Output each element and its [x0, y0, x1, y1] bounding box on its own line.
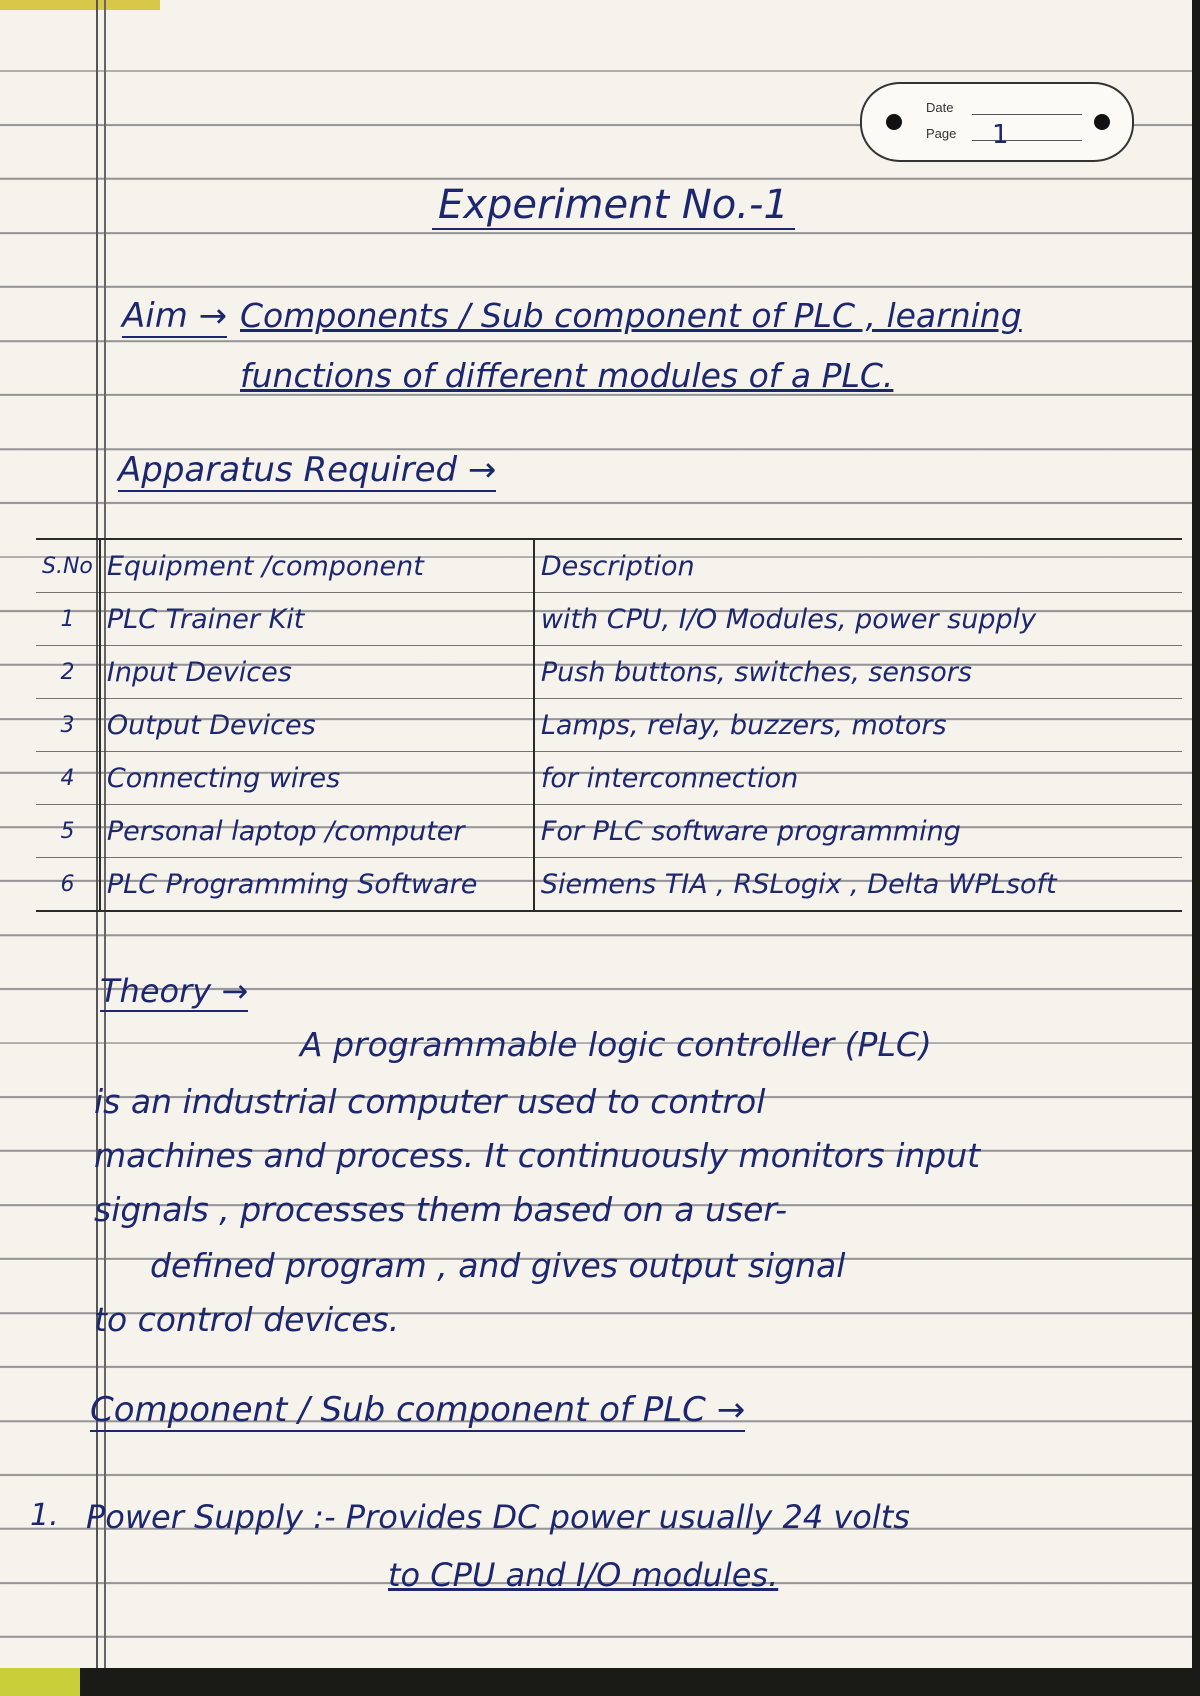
row-item: PLC Programming Software — [100, 858, 534, 912]
theory-line: signals , processes them based on a user- — [94, 1190, 788, 1229]
power-supply-line-2: to CPU and I/O modules. — [388, 1556, 779, 1594]
row-sno: 5 — [36, 805, 100, 858]
table-header-row — [36, 539, 1182, 593]
apparatus-heading: Apparatus Required → — [118, 450, 497, 490]
page-label: Page — [926, 126, 957, 141]
table-row — [36, 858, 1182, 912]
component-number: 1. — [30, 1498, 59, 1533]
header-description: Description — [534, 539, 1182, 593]
row-item: Personal laptop /computer — [100, 805, 534, 858]
theory-line: machines and process. It continuously monitors input — [94, 1136, 981, 1175]
ornament-dot-icon — [1094, 114, 1110, 130]
theory-line: defined program , and gives output signal — [150, 1246, 846, 1285]
row-description: For PLC software programming — [534, 805, 1182, 858]
components-heading: Component / Sub component of PLC → — [90, 1390, 746, 1430]
row-item: Connecting wires — [100, 752, 534, 805]
theory-line: to control devices. — [94, 1300, 400, 1339]
row-description: with CPU, I/O Modules, power supply — [534, 593, 1182, 646]
row-description: Siemens TIA , RSLogix , Delta WPLsoft — [534, 858, 1182, 912]
date-label: Date — [926, 100, 954, 115]
row-description: for interconnection — [534, 752, 1182, 805]
date-fill-line — [972, 114, 1082, 115]
row-sno: 1 — [36, 593, 100, 646]
row-description: Lamps, relay, buzzers, motors — [534, 699, 1182, 752]
row-item: PLC Trainer Kit — [100, 593, 534, 646]
row-item: Input Devices — [100, 646, 534, 699]
experiment-title: Experiment No.-1 — [432, 182, 795, 230]
table-row — [36, 593, 1182, 646]
row-sno: 4 — [36, 752, 100, 805]
page-number: 1 — [992, 120, 1009, 150]
apparatus-table — [36, 538, 1182, 912]
table-row — [36, 699, 1182, 752]
bottom-corner-mark — [0, 1668, 80, 1696]
page-corner-mark — [0, 0, 160, 10]
table-row — [36, 752, 1182, 805]
table-row — [36, 805, 1182, 858]
theory-heading: Theory → — [100, 972, 249, 1010]
row-sno: 6 — [36, 858, 100, 912]
row-item: Output Devices — [100, 699, 534, 752]
table-row — [36, 646, 1182, 699]
photo-bottom-edge — [0, 1668, 1200, 1696]
aim-text-line-2: functions of different modules of a PLC. — [240, 356, 894, 395]
power-supply-line-1: Power Supply :- Provides DC power usually 24 volts — [86, 1498, 910, 1536]
ornament-dot-icon — [886, 114, 902, 130]
date-page-box — [860, 82, 1134, 162]
page-fill-line — [972, 140, 1082, 141]
row-description: Push buttons, switches, sensors — [534, 646, 1182, 699]
row-sno: 2 — [36, 646, 100, 699]
aim-label: Aim → — [122, 296, 228, 336]
aim-text-line-1: Components / Sub component of PLC , learning — [240, 296, 1022, 335]
theory-line: A programmable logic controller (PLC) — [300, 1025, 932, 1064]
header-sno: S.No — [36, 539, 100, 593]
row-sno: 3 — [36, 699, 100, 752]
theory-line: is an industrial computer used to control — [94, 1082, 766, 1121]
header-equipment: Equipment /component — [100, 539, 534, 593]
